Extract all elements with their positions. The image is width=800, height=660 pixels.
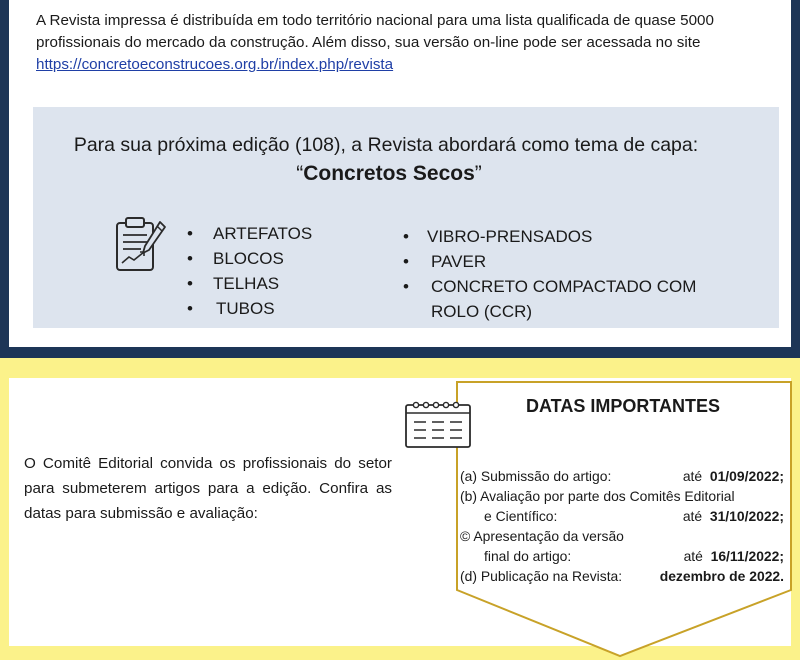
topic-item: • ARTEFATOS <box>187 221 312 246</box>
topics-list-right <box>403 224 723 324</box>
theme-lead: Para sua próxima edição (108), a Revista abordará como tema de capa: <box>73 134 699 156</box>
clipboard-chart-icon <box>113 215 169 275</box>
calendar-icon <box>404 399 472 449</box>
date-value: 01/09/2022; <box>709 468 784 484</box>
topics-list-left <box>187 221 312 321</box>
date-prefix: até <box>682 508 703 524</box>
open-quote: “ <box>296 162 304 185</box>
topic-item: • PAVER <box>403 249 723 274</box>
date-item-d-value <box>660 568 784 584</box>
date-item-b-label-cont: e Científico: <box>484 508 558 524</box>
close-quote: ” <box>474 162 482 185</box>
invite-paragraph: O Comitê Editorial convida os profissionais do setor para submeterem artigos para a edição. Confira as datas para submissão e avaliação: <box>24 455 392 522</box>
dates-title: DATAS IMPORTANTES <box>526 396 720 416</box>
date-item-b-value <box>683 508 784 524</box>
date-item-c-label: © Apresentação da versão <box>460 528 624 544</box>
date-item-c-value <box>684 548 784 564</box>
topic-item: • TELHAS <box>187 271 312 296</box>
date-item-c-label-cont: final do artigo: <box>484 548 572 564</box>
topic-item: • BLOCOS <box>187 246 312 271</box>
intro-paragraph <box>36 10 786 76</box>
topic-item: • CONCRETO COMPACTADO COM ROLO (CCR) <box>403 274 723 324</box>
theme-title <box>33 162 779 186</box>
date-value: 31/10/2022; <box>709 508 784 524</box>
date-item-a-label: (a) Submissão do artigo: <box>460 468 612 484</box>
date-value: 16/11/2022; <box>710 548 784 564</box>
date-prefix: até <box>683 548 703 564</box>
intro-text: A Revista impressa é distribuída em todo território nacional para uma lista qualificada de quase 5000 profissionais do mercado da construção. Além disso, sua versão on-line pode ser acessada no site <box>36 12 714 51</box>
topic-item: • TUBOS <box>187 296 312 321</box>
date-item-b-label: (b) Avaliação por parte dos Comitês Editorial <box>460 488 735 504</box>
theme-title-text: Concretos Secos <box>303 162 475 185</box>
topic-item: • VIBRO-PRENSADOS <box>403 224 723 249</box>
date-item-a-value <box>683 468 784 484</box>
theme-box <box>33 107 779 328</box>
date-prefix: até <box>682 468 703 484</box>
date-item-d-label: (d) Publicação na Revista: <box>460 568 623 584</box>
top-section-panel <box>9 0 791 347</box>
revista-link[interactable]: https://concretoeconstrucoes.org.br/index.php/revista <box>36 56 394 73</box>
date-value: dezembro de 2022. <box>659 568 784 584</box>
